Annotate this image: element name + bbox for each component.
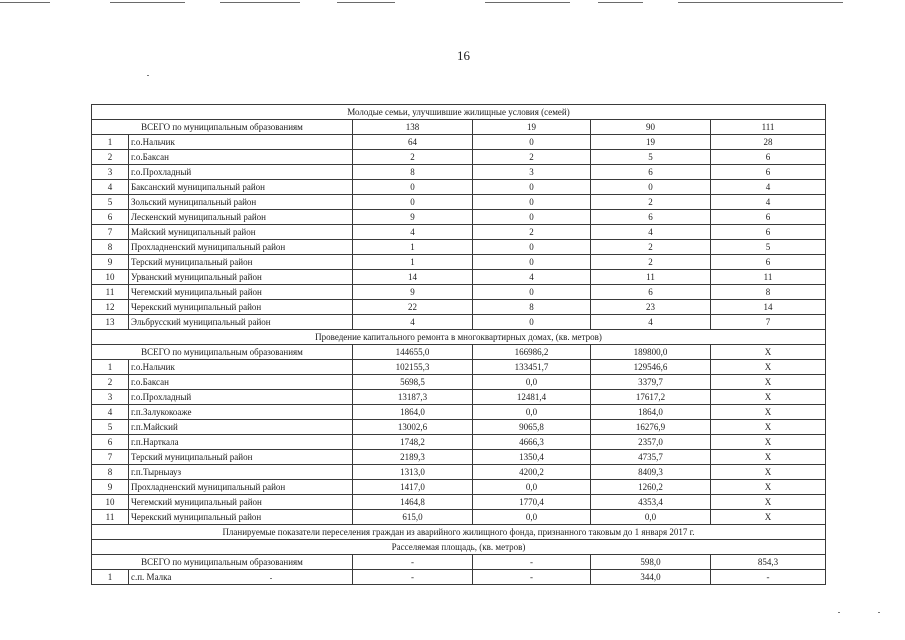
scan-edge-line [0,2,50,3]
row-value: - [353,570,473,585]
row-value: 4 [353,225,473,240]
row-value: - [711,570,826,585]
row-value: 6 [591,165,711,180]
row-value: 0 [473,210,591,225]
total-value: 138 [353,120,473,135]
row-value: 2 [473,225,591,240]
table-row [92,465,826,480]
section-title: Проведение капитального ремонта в многоквартирных домах, (кв. метров) [92,330,826,345]
row-number: 11 [92,510,129,525]
row-value: 13187,3 [353,390,473,405]
row-value: 0,0 [473,480,591,495]
table-row-total [92,345,826,360]
row-number: 7 [92,450,129,465]
row-number: 2 [92,375,129,390]
scan-edge-line [110,2,185,3]
row-value: 7 [711,315,826,330]
table-row [92,390,826,405]
row-value: 6 [711,165,826,180]
row-number: 8 [92,465,129,480]
municipality-name: Майский муниципальный район [129,225,353,240]
row-number: 10 [92,495,129,510]
scan-edge-line [598,2,643,3]
data-table [91,104,826,585]
row-value: 0 [591,180,711,195]
municipality-name: г.о.Прохладный [129,390,353,405]
row-value: 2357,0 [591,435,711,450]
row-value: X [711,495,826,510]
row-value: 129546,6 [591,360,711,375]
row-value: 4666,3 [473,435,591,450]
row-value: 2 [591,240,711,255]
table-row [92,270,826,285]
row-value: 6 [711,225,826,240]
row-number: 4 [92,405,129,420]
row-number: 11 [92,285,129,300]
scan-speck [147,75,149,76]
row-value: 14 [353,270,473,285]
table-row [92,450,826,465]
row-number: 9 [92,480,129,495]
row-value: 4 [353,315,473,330]
row-number: 3 [92,165,129,180]
table-row [92,570,826,585]
row-value: 4 [711,180,826,195]
row-number: 9 [92,255,129,270]
row-value: X [711,465,826,480]
row-value: 0 [473,180,591,195]
municipality-name: Чегемский муниципальный район [129,495,353,510]
row-number: 1 [92,360,129,375]
row-value: 11 [711,270,826,285]
total-value: 189800,0 [591,345,711,360]
total-value: 19 [473,120,591,135]
municipality-name: Терский муниципальный район [129,255,353,270]
row-number: 1 [92,570,129,585]
municipality-name: г.о.Прохладный [129,165,353,180]
row-value: X [711,480,826,495]
row-value: 14 [711,300,826,315]
row-value: 344,0 [591,570,711,585]
row-value: 64 [353,135,473,150]
table-row [92,135,826,150]
section-subheader-row [92,540,826,555]
row-value: 0 [473,255,591,270]
municipality-name: г.п.Майский [129,420,353,435]
municipality-name: г.о.Баксан [129,150,353,165]
row-number: 7 [92,225,129,240]
row-value: 1864,0 [591,405,711,420]
row-value: 9 [353,210,473,225]
row-value: 5 [591,150,711,165]
row-value: 23 [591,300,711,315]
row-value: 4735,7 [591,450,711,465]
municipality-name: г.п.Залукокоаже [129,405,353,420]
municipality-name: Прохладненский муниципальный район [129,480,353,495]
section-header-row [92,525,826,540]
row-value: 6 [591,285,711,300]
total-value: 90 [591,120,711,135]
table-row [92,285,826,300]
row-value: 13002,6 [353,420,473,435]
municipality-name: Зольский муниципальный район [129,195,353,210]
row-number: 6 [92,210,129,225]
row-value: 2 [353,150,473,165]
row-value: 1464,8 [353,495,473,510]
row-value: 1417,0 [353,480,473,495]
row-value: 0 [473,285,591,300]
row-value: X [711,405,826,420]
total-value: 111 [711,120,826,135]
row-value: 4 [711,195,826,210]
row-value: 1 [353,255,473,270]
municipality-name: Баксанский муниципальный район [129,180,353,195]
row-value: 4353,4 [591,495,711,510]
table-row [92,315,826,330]
scan-edge-line [220,2,300,3]
municipality-name: г.о.Нальчик [129,135,353,150]
row-value: 4 [591,225,711,240]
row-value: 2 [473,150,591,165]
section-title: Планируемые показатели переселения граждан из аварийного жилищного фонда, признанного таковым до 1 января 2017 г. [92,525,826,540]
row-value: 6 [711,255,826,270]
row-value: X [711,360,826,375]
row-value: 6 [711,210,826,225]
table-row [92,210,826,225]
row-value: 0 [473,135,591,150]
row-value: X [711,390,826,405]
row-number: 6 [92,435,129,450]
section-header-row [92,105,826,120]
municipality-name: Эльбрусский муниципальный район [129,315,353,330]
row-value: 0 [353,180,473,195]
row-value: 12481,4 [473,390,591,405]
scan-speck [878,612,880,613]
table-row [92,375,826,390]
row-number: 13 [92,315,129,330]
total-value: 144655,0 [353,345,473,360]
row-value: 0 [473,315,591,330]
row-value: 8 [711,285,826,300]
row-value: 1748,2 [353,435,473,450]
row-value: 5 [711,240,826,255]
table-row [92,150,826,165]
row-value: 4 [591,315,711,330]
municipality-name: Терский муниципальный район [129,450,353,465]
municipality-name: г.п.Тырныауз [129,465,353,480]
row-value: 28 [711,135,826,150]
row-value: 0,0 [473,510,591,525]
row-value: 9065,8 [473,420,591,435]
row-value: 0 [353,195,473,210]
row-value: 0,0 [473,405,591,420]
row-value: X [711,510,826,525]
table-row [92,510,826,525]
table-row [92,165,826,180]
row-value: 19 [591,135,711,150]
table-row [92,300,826,315]
row-value: 11 [591,270,711,285]
row-value: 22 [353,300,473,315]
row-number: 8 [92,240,129,255]
row-value: 1864,0 [353,405,473,420]
table-row [92,420,826,435]
row-value: 615,0 [353,510,473,525]
row-value: 4 [473,270,591,285]
row-number: 5 [92,195,129,210]
row-value: 3 [473,165,591,180]
section-header-row [92,330,826,345]
table-row [92,480,826,495]
table-row-total [92,120,826,135]
total-label: ВСЕГО по муниципальным образованиям [92,555,353,570]
row-number: 5 [92,420,129,435]
row-number: 4 [92,180,129,195]
row-value: 0,0 [591,510,711,525]
table-row [92,495,826,510]
municipality-name: г.п.Нарткала [129,435,353,450]
municipality-name: Прохладненский муниципальный район [129,240,353,255]
row-number: 10 [92,270,129,285]
row-value: X [711,420,826,435]
scan-edge-line [485,2,570,3]
row-value: 8 [473,300,591,315]
table-row [92,195,826,210]
table-row [92,255,826,270]
total-label: ВСЕГО по муниципальным образованиям [92,345,353,360]
total-value: - [353,555,473,570]
table-row [92,435,826,450]
scan-edge-line [678,2,843,3]
total-value: 166986,2 [473,345,591,360]
total-value: 598,0 [591,555,711,570]
row-value: 1313,0 [353,465,473,480]
row-value: 0 [473,195,591,210]
row-value: 6 [591,210,711,225]
total-value: 854,3 [711,555,826,570]
row-value: 8409,3 [591,465,711,480]
row-value: 6 [711,150,826,165]
row-value: 3379,7 [591,375,711,390]
municipality-name: г.о.Нальчик [129,360,353,375]
row-value: 1350,4 [473,450,591,465]
row-value: 4200,2 [473,465,591,480]
total-label: ВСЕГО по муниципальным образованиям [92,120,353,135]
row-value: 1 [353,240,473,255]
scan-speck [838,612,840,613]
row-number: 1 [92,135,129,150]
row-number: 12 [92,300,129,315]
section-subtitle: Расселяемая площадь, (кв. метров) [92,540,826,555]
total-value: X [711,345,826,360]
row-value: 2189,3 [353,450,473,465]
row-value: 2 [591,255,711,270]
row-value: 1260,2 [591,480,711,495]
row-value: 0 [473,240,591,255]
row-value: 16276,9 [591,420,711,435]
page-number: 16 [457,48,470,63]
table-row-total [92,555,826,570]
table-row [92,405,826,420]
row-value: - [473,570,591,585]
row-value: 17617,2 [591,390,711,405]
table-row [92,360,826,375]
row-value: X [711,435,826,450]
row-value: 2 [591,195,711,210]
row-value: 0,0 [473,375,591,390]
total-value: - [473,555,591,570]
table-row [92,240,826,255]
row-value: 9 [353,285,473,300]
municipality-name: Черекский муниципальный район [129,300,353,315]
row-value: 102155,3 [353,360,473,375]
table-row [92,180,826,195]
row-number: 3 [92,390,129,405]
municipality-name: Чегемский муниципальный район [129,285,353,300]
row-value: X [711,450,826,465]
row-value: X [711,375,826,390]
row-value: 1770,4 [473,495,591,510]
municipality-name: Урванский муниципальный район [129,270,353,285]
scan-edge-line [337,2,395,3]
row-number: 2 [92,150,129,165]
municipality-name: Лескенский муниципальный район [129,210,353,225]
table-row [92,225,826,240]
section-title: Молодые семьи, улучшившие жилищные условия (семей) [92,105,826,120]
municipality-name: Черекский муниципальный район [129,510,353,525]
row-value: 133451,7 [473,360,591,375]
row-value: 8 [353,165,473,180]
municipality-name: с.п. Малка [129,570,353,585]
row-value: 5698,5 [353,375,473,390]
municipality-name: г.о.Баксан [129,375,353,390]
